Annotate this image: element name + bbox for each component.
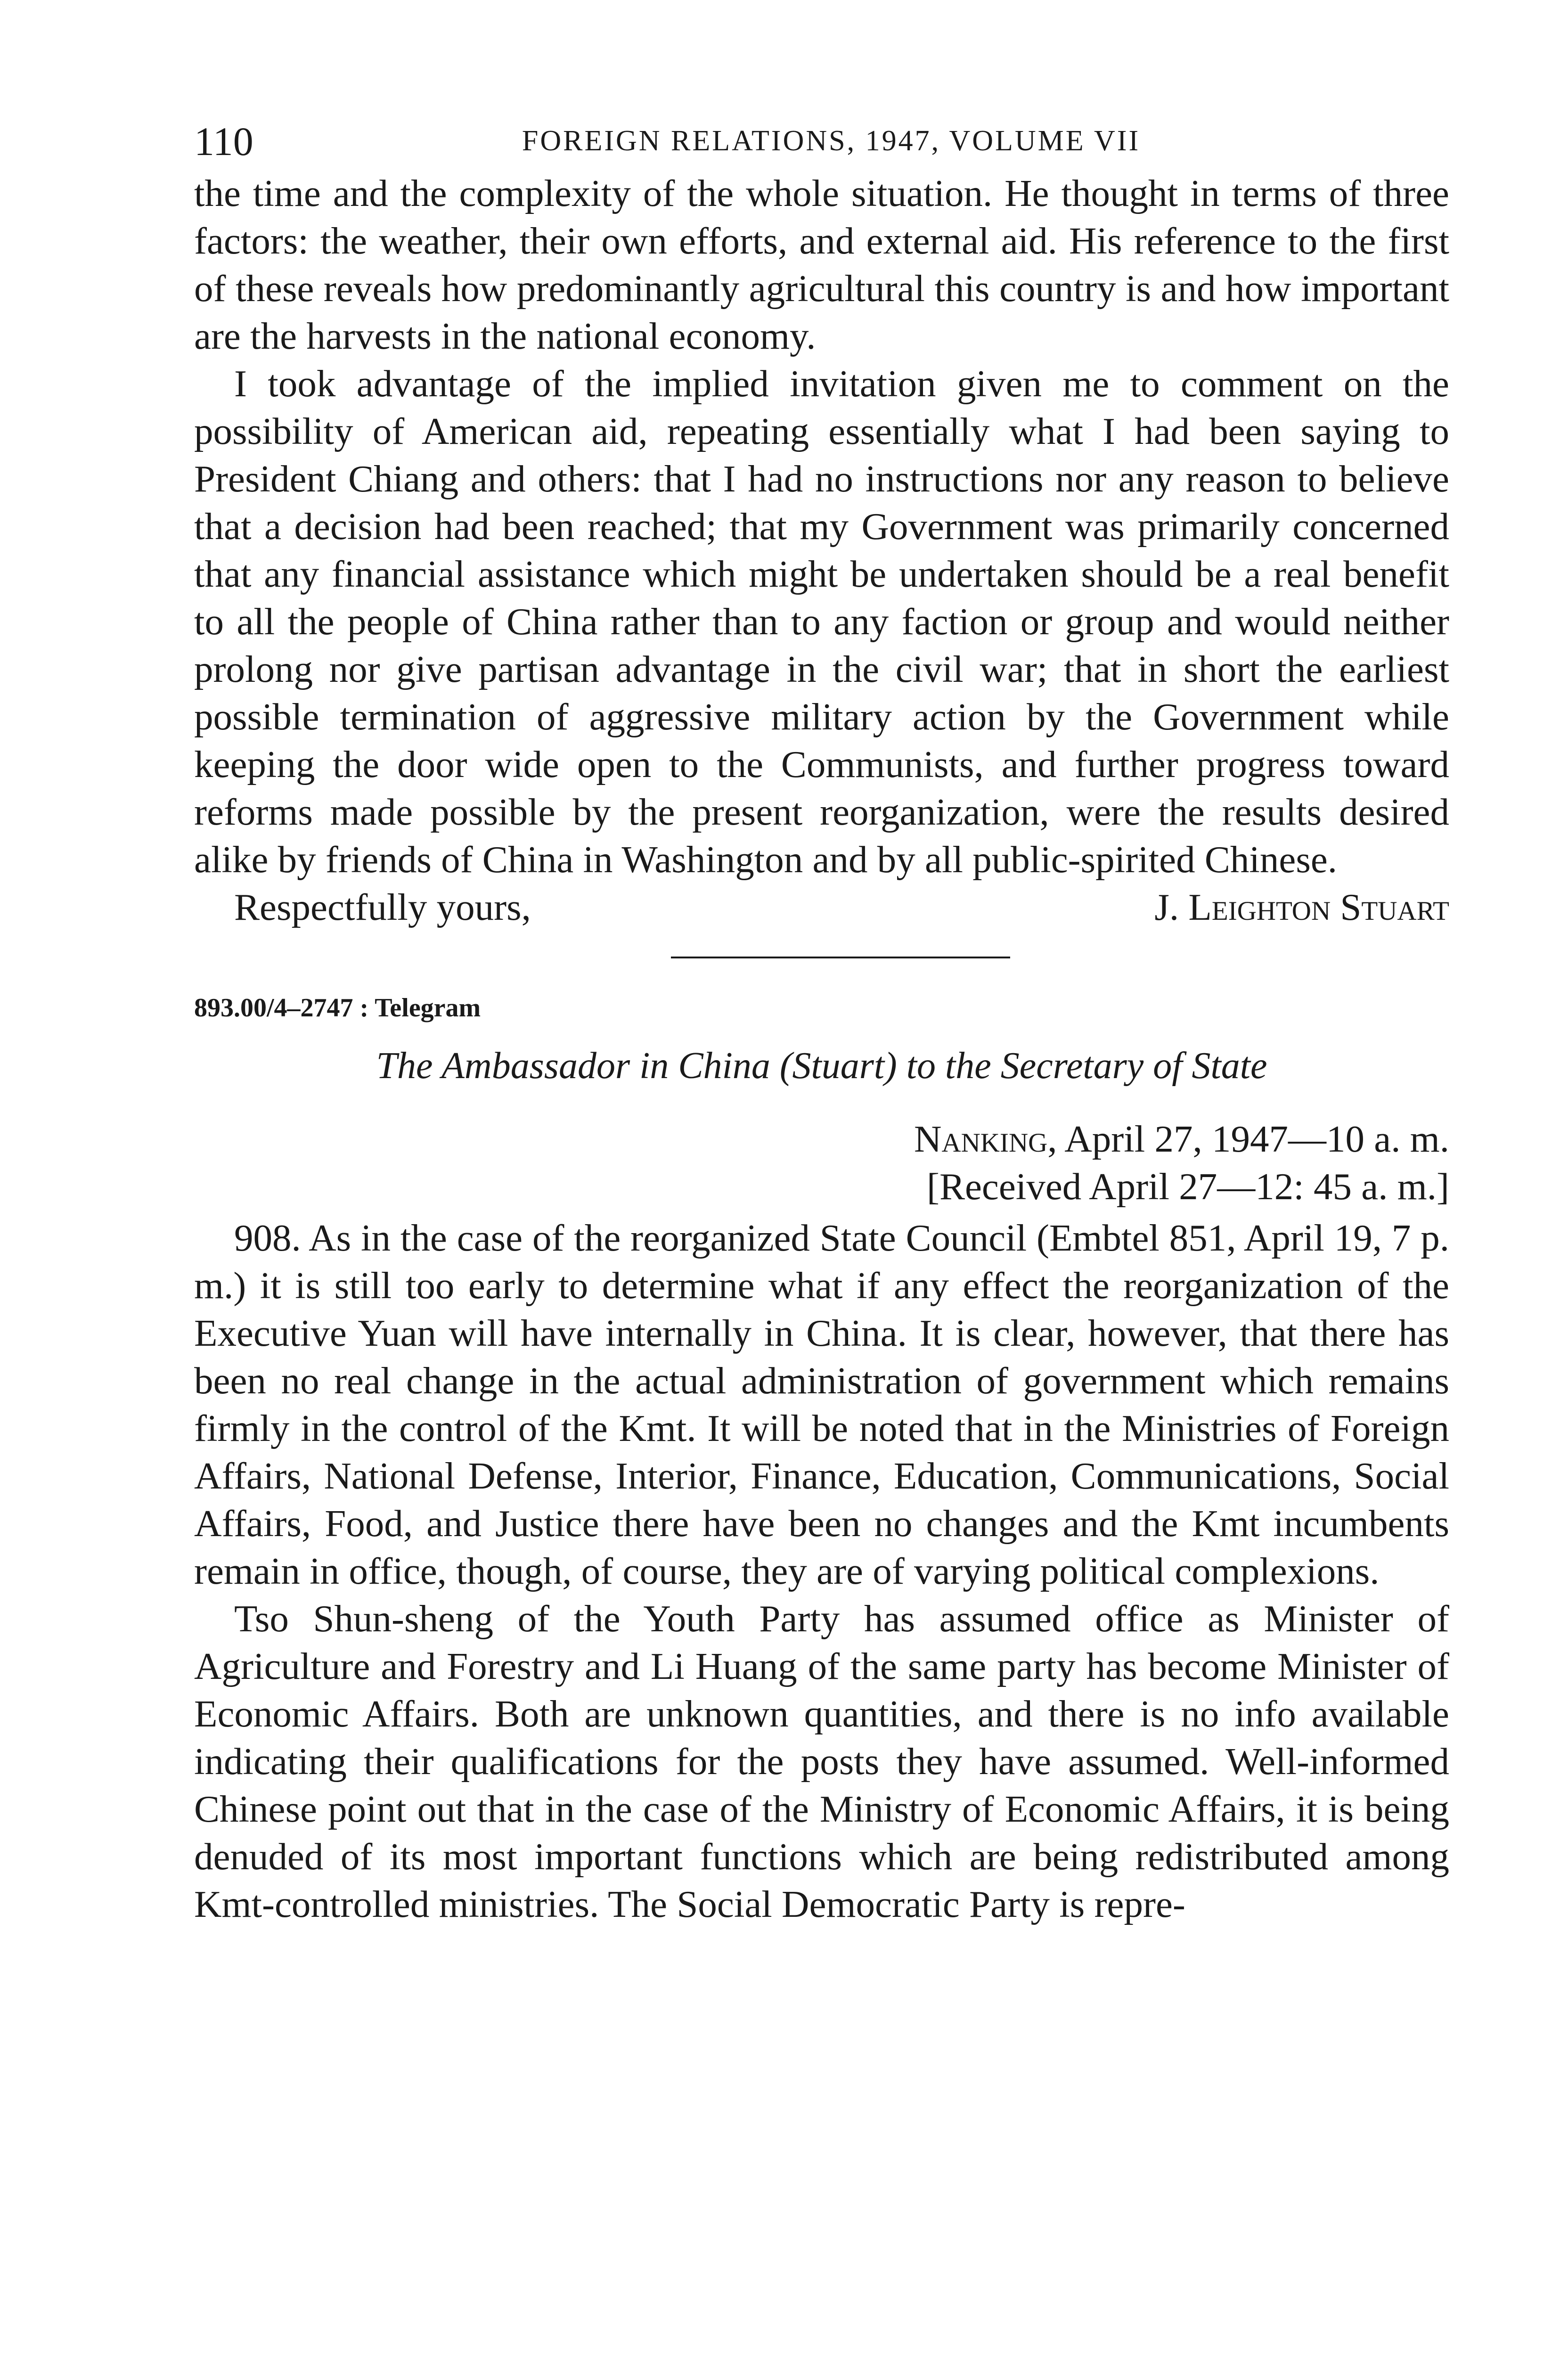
signature: J. Leighton Stuart [1154, 886, 1449, 928]
running-title: FOREIGN RELATIONS, 1947, VOLUME VII [522, 125, 1141, 157]
dateline-received: [Received April 27—12: 45 a. m.] [926, 1165, 1449, 1208]
title-sender: The Ambassador in China [376, 1045, 770, 1087]
document-page [194, 118, 1449, 1928]
dateline-sent [194, 1115, 1449, 1163]
section-divider [671, 957, 1010, 958]
continuation-paragraph: the time and the complexity of the whole situation. He thought in terms of three factors: the weather, their own efforts, and external aid. His reference to the first of these reveals how predominantly agricultural this country is and how important are the harvests in the national economy. [194, 172, 1449, 357]
letter-closing [194, 884, 1449, 931]
dateline [194, 1115, 1449, 1211]
document-title [194, 1042, 1449, 1089]
title-paren-close: ) [884, 1045, 906, 1087]
file-reference: 893.00/4–2747 : Telegram [194, 993, 481, 1023]
running-header [194, 118, 1449, 170]
title-paren-open: ( [770, 1045, 792, 1087]
salutation: Respectfully yours, [234, 886, 531, 928]
title-recipient: to the Secretary of State [906, 1045, 1267, 1087]
dateline-place: Nanking [914, 1118, 1048, 1160]
title-sender-name: Stuart [792, 1045, 885, 1087]
page-number: 110 [194, 119, 253, 164]
body-paragraph: I took advantage of the implied invitation given me to comment on the possibility of American aid, repeating essentially what I had been saying to President Chiang and others: that I had no instructions nor any reason to believe that a decision had been reached; that my Government was primarily concerned that any financial assistance which might be undertaken should be a real benefit to all the people of China rather than to any faction or group and would neither prolong nor give partisan advantage in the civil war; that in short the earliest possible termination of aggressive military action by the Government while keeping the door wide open to the Communists, and further progress toward reforms made possible by the present reorganization, were the results desired alike by friends of China in Washington and by all public-spirited Chinese. [194, 362, 1449, 881]
telegram-paragraph: Tso Shun-sheng of the Youth Party has assumed office as Minister of Agriculture and Forestry and Li Huang of the same party has become Minister of Economic Affairs. Both are unknown quantities, and there is no info available indicating their qualifications for the posts they have assumed. Well-informed Chinese point out that in the case of the Ministry of Economic Affairs, it is being denuded of its most important functions which are being redistributed among Kmt-controlled ministries. The Social Democratic Party is repre- [194, 1597, 1449, 1925]
dateline-date: , April 27, 1947—10 a. m. [1047, 1118, 1449, 1160]
telegram-paragraph: 908. As in the case of the reorganized State Council (Embtel 851, April 19, 7 p. m.) it is still too early to determine what if any effect the reorganization of the Executive Yuan will have internally in China. It is clear, however, that there has been no real change in the actual administration of government which remains firmly in the control of the Kmt. It will be noted that in the Ministries of Foreign Affairs, National Defense, Interior, Finance, Education, Communications, Social Affairs, Food, and Justice there have been no changes and the Kmt incumbents remain in office, though, of course, they are of varying political complexions. [194, 1217, 1449, 1592]
